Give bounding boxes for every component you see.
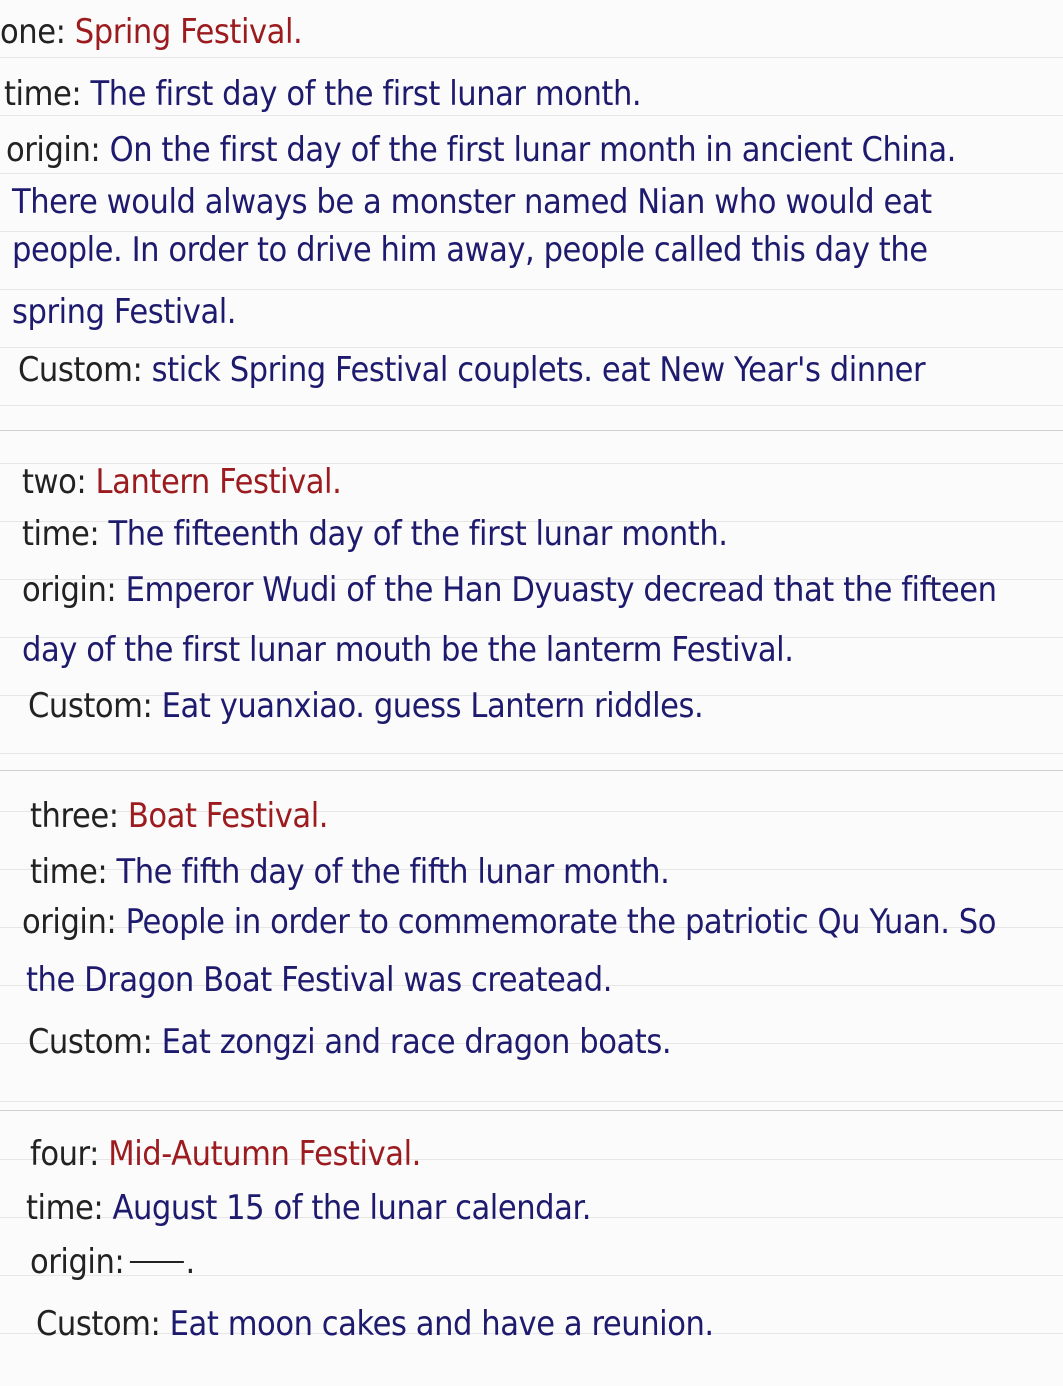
origin-blank-period: . xyxy=(185,1242,195,1282)
time-line xyxy=(30,850,669,894)
section-heading xyxy=(30,1132,421,1176)
festival-title: Spring Festival. xyxy=(74,12,303,52)
custom-label: Custom: xyxy=(28,1022,153,1062)
origin-text: the Dragon Boat Festival was createad. xyxy=(26,960,612,1000)
time-label: time: xyxy=(4,74,82,114)
custom-line xyxy=(36,1302,714,1346)
origin-label: origin: xyxy=(22,570,117,610)
origin-text: People in order to commemorate the patriotic Qu Yuan. So xyxy=(125,902,997,942)
origin-label: origin: xyxy=(30,1242,125,1282)
section-heading xyxy=(0,10,302,54)
festival-title: Mid-Autumn Festival. xyxy=(108,1134,421,1174)
time-text: The fifteenth day of the first lunar month. xyxy=(108,514,728,554)
section-number: one: xyxy=(0,12,66,52)
origin-text: people. In order to drive him away, people called this day the xyxy=(12,230,928,270)
time-label: time: xyxy=(22,514,100,554)
origin-text: There would always be a monster named Nian who would eat xyxy=(12,182,932,222)
section-number: four: xyxy=(30,1134,99,1174)
origin-line xyxy=(6,128,956,172)
section-divider xyxy=(0,770,1063,771)
custom-line xyxy=(28,1020,671,1064)
origin-text: Emperor Wudi of the Han Dyuasty decread that the fifteen xyxy=(125,570,997,610)
custom-line xyxy=(18,348,925,392)
section-divider xyxy=(0,1110,1063,1111)
origin-line xyxy=(22,568,997,612)
time-line xyxy=(4,72,641,116)
custom-label: Custom: xyxy=(28,686,153,726)
festival-title: Lantern Festival. xyxy=(95,462,342,502)
section-number: three: xyxy=(30,796,119,836)
custom-text: Eat yuanxiao. guess Lantern riddles. xyxy=(161,686,704,726)
origin-text: spring Festival. xyxy=(12,292,237,332)
time-text: August 15 of the lunar calendar. xyxy=(112,1188,592,1228)
time-text: The fifth day of the fifth lunar month. xyxy=(116,852,670,892)
time-line xyxy=(26,1186,591,1230)
time-label: time: xyxy=(30,852,108,892)
custom-text: Eat moon cakes and have a reunion. xyxy=(169,1304,714,1344)
origin-text: day of the first lunar mouth be the lanterm Festival. xyxy=(22,630,794,670)
origin-blank xyxy=(130,1261,184,1263)
section-heading xyxy=(30,794,328,838)
custom-text: Eat zongzi and race dragon boats. xyxy=(161,1022,672,1062)
time-line xyxy=(22,512,728,556)
origin-text: On the first day of the first lunar month in ancient China. xyxy=(109,130,956,170)
origin-label: origin: xyxy=(6,130,101,170)
time-text: The first day of the first lunar month. xyxy=(90,74,642,114)
origin-line xyxy=(30,1240,195,1284)
time-label: time: xyxy=(26,1188,104,1228)
custom-line xyxy=(28,684,703,728)
section-divider xyxy=(0,430,1063,431)
custom-label: Custom: xyxy=(18,350,143,390)
festival-title: Boat Festival. xyxy=(127,796,329,836)
origin-label: origin: xyxy=(22,902,117,942)
origin-line xyxy=(22,900,996,944)
custom-label: Custom: xyxy=(36,1304,161,1344)
section-number: two: xyxy=(22,462,87,502)
custom-text: stick Spring Festival couplets. eat New Year's dinner xyxy=(151,350,926,390)
section-heading xyxy=(22,460,341,504)
